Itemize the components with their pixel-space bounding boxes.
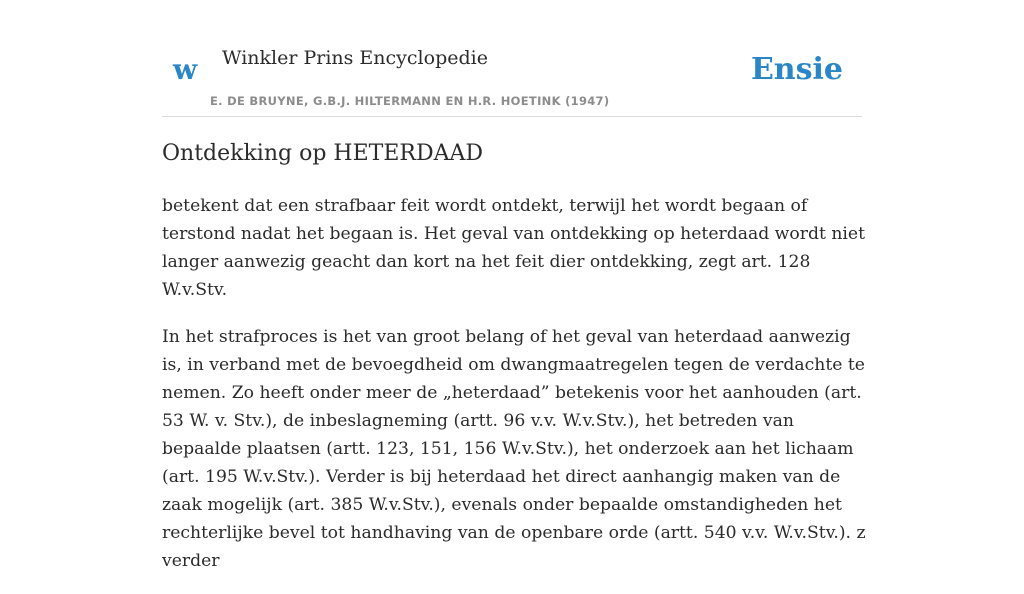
header (162, 0, 862, 117)
site-title[interactable]: Winkler Prins Encyclopedie (222, 47, 488, 69)
article-paragraph: In het strafproces is het van groot belang of het geval van heterdaad aanwezig is, in verband met de bevoegdheid om dwangmaatregelen tegen de verdachte te nemen. Zo heeft onder meer de „heterdaad” betekenis voor het aanhouden (art. 53 W. v. Stv.), de inbeslagneming (artt. 96 v.v. W.v.Stv.), het betreden van bepaalde plaatsen (artt. 123, 151, 156 W.v.Stv.), het onderzoek aan het lichaam (art. 195 W.v.Stv.). Verder is bij heterdaad het direct aanhangig maken van de zaak mogelijk (art. 385 W.v.Stv.), evenals onder bepaalde omstandigheden het rechterlijke bevel tot handhaving van de openbare orde (artt. 540 v.v. W.v.Stv.). z verder (162, 327, 866, 571)
article-title: Ontdekking op HETERDAAD (162, 141, 484, 166)
article-paragraph: betekent dat een strafbaar feit wordt ontdekt, terwijl het wordt begaan of terstond nadat het begaan is. Het geval van ontdekking op heterdaad wordt niet langer aanwezig geacht dan kort na het feit dier ontdekking, zegt art. 128 W.v.Stv. (162, 196, 865, 300)
encyclopedia-logo[interactable]: w (173, 53, 198, 86)
authors-subtitle: E. DE BRUYNE, G.B.J. HILTERMANN EN H.R. HOETINK (1947) (210, 94, 610, 108)
article-body (162, 192, 867, 594)
ensie-brand-logo[interactable]: Ensie (750, 52, 843, 87)
